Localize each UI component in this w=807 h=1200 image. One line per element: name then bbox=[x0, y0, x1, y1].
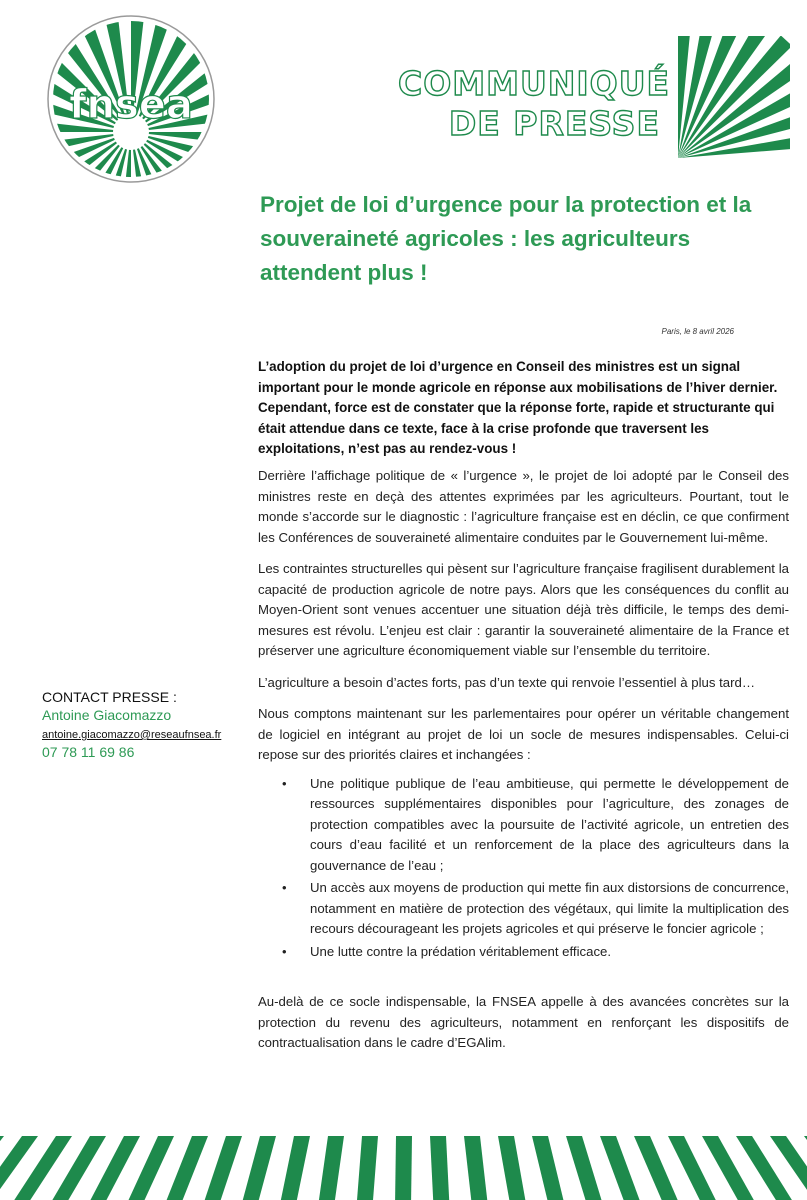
title-line-2: DE PRESSE bbox=[448, 104, 660, 143]
list-item bbox=[282, 878, 789, 940]
logo-wordmark: fnsea bbox=[69, 82, 193, 128]
contact-phone: 07 78 11 69 86 bbox=[42, 744, 135, 760]
list-item-text: Une lutte contre la prédation véritablement efficace. bbox=[310, 943, 612, 959]
list-item-text: Une politique publique de l’eau ambitieuse, qui permette le développement de ressources supplémentaires disponibles pour l’agriculture, des zonages de protection compatibles avec la poursuite de l’activité agricole, un entretien des cours d’eau facilité et un renforcement de la place des agriculteurs dans la gouvernance de l’eau ; bbox=[310, 775, 789, 873]
list-item bbox=[282, 774, 789, 877]
title-line-1: COMMUNIQUÉ bbox=[398, 64, 671, 103]
bullet-icon: • bbox=[282, 775, 287, 791]
headline: Projet de loi d’urgence pour la protection et la souveraineté agricoles : les agriculteurs attendent plus ! bbox=[260, 192, 752, 285]
priorities-list bbox=[258, 774, 789, 963]
corner-fan-graphic bbox=[678, 36, 790, 158]
fnsea-logo bbox=[46, 14, 216, 184]
press-contact bbox=[42, 688, 242, 761]
paragraph-2: Les contraintes structurelles qui pèsent sur l’agriculture française fragilisent durablement la capacité de production agricole de notre pays. Alors que les conséquences du conflit au Moyen-Orient sont venues accentuer une situation déjà très difficile, le temps des demi-mesures est révolu. L’enjeu est clair : garantir la souveraineté alimentaire de la France et préserver une agriculture économiquement viable sur l’ensemble du territoire. bbox=[258, 561, 789, 658]
lede-paragraph: L’adoption du projet de loi d’urgence en Conseil des ministres est un signal important pour le monde agricole en réponse aux mobilisations de l’hiver dernier. Cependant, force est de constater que la réponse forte, rapide et structurante qui était attendue dans ce texte, face à la crise profonde que traversent les exploitations, n’est pas au rendez-vous ! bbox=[258, 359, 778, 456]
list-item-text: Un accès aux moyens de production qui mette fin aux distorsions de concurrence, notamment en matière de protection des végétaux, qui limite la multiplication des recours décourageant les projets agricoles et qui préserve le foncier agricole ; bbox=[310, 880, 789, 936]
dateline: Paris, le 8 avril 2026 bbox=[661, 327, 734, 336]
body-text bbox=[258, 466, 789, 1065]
bullet-icon: • bbox=[282, 880, 287, 895]
paragraph-1: Derrière l’affichage politique de « l’urgence », le projet de loi adopté par le Conseil des ministres reste en deçà des attentes exprimées par les agriculteurs. Pourtant, tout le monde s’accorde sur le diagnostic : l’agriculture française est en déclin, ce que confirment les Conférences de souveraineté alimentaire conduites par le Gouvernement lui-même. bbox=[258, 468, 789, 545]
list-item bbox=[282, 942, 789, 963]
contact-title: CONTACT PRESSE : bbox=[42, 689, 177, 705]
press-release-title bbox=[398, 64, 671, 144]
paragraph-3: L’agriculture a besoin d’actes forts, pas d’un texte qui renvoie l’essentiel à plus tard… bbox=[258, 674, 756, 690]
contact-name: Antoine Giacomazzo bbox=[42, 707, 172, 723]
bullet-icon: • bbox=[282, 943, 287, 959]
closing-paragraph: Au-delà de ce socle indispensable, la FNSEA appelle à des avancées concrètes sur la protection du revenu des agriculteurs, notamment en renforçant les dispositifs de contractualisation dans le cadre d’EGAlim. bbox=[258, 994, 789, 1050]
contact-email-link[interactable]: antoine.giacomazzo@reseaufnsea.fr bbox=[42, 729, 222, 741]
footer-stripes bbox=[0, 1136, 807, 1200]
paragraph-4: Nous comptons maintenant sur les parlementaires pour opérer un véritable changement de logiciel en intégrant au projet de loi un socle de mesures indispensables. Celui-ci repose sur des priorités claires et inchangées : bbox=[258, 706, 789, 762]
